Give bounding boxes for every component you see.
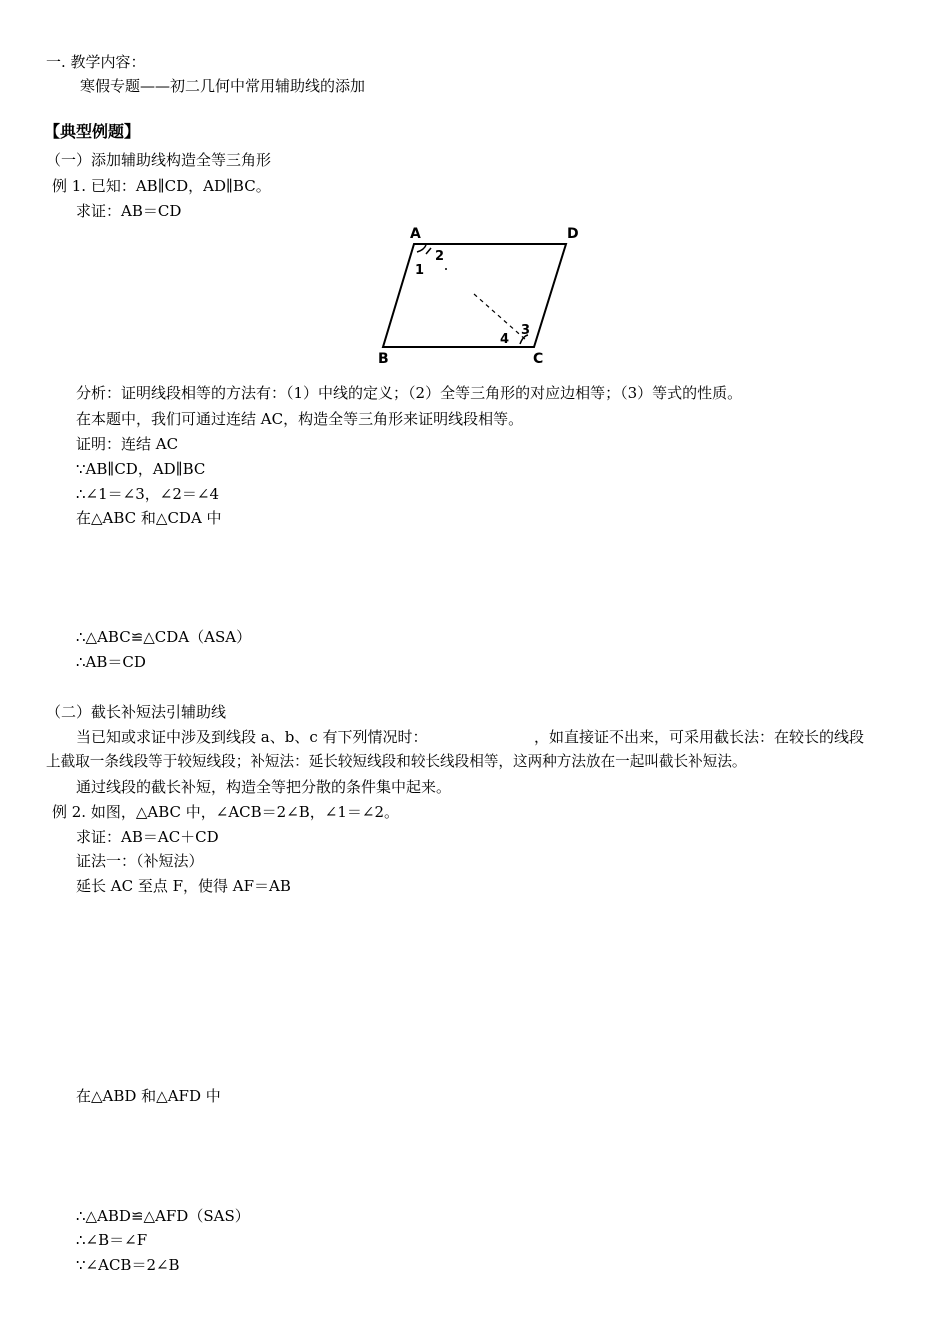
angle-label-3: 3: [521, 323, 531, 338]
vertex-c: C: [533, 351, 544, 367]
vertex-b: B: [378, 351, 389, 367]
proof-conclusion: ∴AB＝CD: [76, 653, 146, 671]
examples-heading: 【典型例题】: [44, 122, 141, 141]
section-heading: 一. 教学内容：: [46, 53, 146, 71]
parallelogram-figure: [370, 222, 590, 367]
proof-therefore-1: ∴∠1＝∠3，∠2＝∠4: [76, 485, 219, 503]
angle-label-2: 2: [435, 249, 445, 264]
vertex-d: D: [567, 226, 579, 242]
analysis-text: 分析：证明线段相等的方法有：（1）中线的定义；（2）全等三角形的对应边相等；（3）等式的性质。: [76, 384, 743, 402]
part2-heading: （二）截长补短法引辅助线: [46, 703, 227, 721]
example1-prove: 求证：AB＝CD: [76, 202, 182, 220]
example2-prove: 求证：AB＝AC＋CD: [76, 828, 219, 846]
angle-label-4: 4: [500, 332, 510, 347]
angle-mark-a2: [426, 248, 431, 254]
vertex-a: A: [410, 226, 421, 242]
part1-heading: （一）添加辅助线构造全等三角形: [46, 151, 272, 169]
angle-label-1: 1: [415, 263, 425, 278]
diagonal-dot: [445, 268, 447, 270]
proof-in-triangles: 在△ABC 和△CDA 中: [76, 509, 222, 527]
method1-label: 证法一：（补短法）: [76, 852, 204, 870]
lesson-subtitle: 寒假专题——初二几何中常用辅助线的添加: [80, 77, 366, 95]
part2-para2: 通过线段的截长补短，构造全等把分散的条件集中起来。: [76, 778, 452, 796]
proof-congruent: ∴△ABC≌△CDA（ASA）: [76, 628, 252, 646]
angle-mark-a: [417, 245, 426, 252]
proof-start: 证明：连结 AC: [76, 435, 179, 453]
part2-para1-c: 上截取一条线段等于较短线段；补短法：延长较短线段和较长线段相等，这两种方法放在一起叫截长补短法。: [46, 753, 747, 770]
example1-given: 例 1. 已知：AB∥CD，AD∥BC。: [52, 177, 271, 195]
part2-para1-b: ，如直接证不出来，可采用截长法：在较长的线段: [534, 728, 865, 746]
proof2-angle-eq: ∴∠B＝∠F: [76, 1231, 148, 1249]
parallelogram-abcd: [383, 244, 566, 347]
analysis-text-2: 在本题中，我们可通过连结 AC，构造全等三角形来证明线段相等。: [76, 410, 524, 428]
proof2-because: ∵∠ACB＝2∠B: [76, 1256, 180, 1274]
proof2-in-triangles: 在△ABD 和△AFD 中: [76, 1087, 221, 1105]
part2-para1-a: 当已知或求证中涉及到线段 a、b、c 有下列情况时：: [76, 728, 428, 746]
example2-given: 例 2. 如图，△ABC 中，∠ACB＝2∠B，∠1＝∠2。: [52, 803, 400, 821]
extend-step: 延长 AC 至点 F，使得 AF＝AB: [76, 877, 291, 895]
proof2-congruent: ∴△ABD≌△AFD（SAS）: [76, 1207, 250, 1225]
proof-because-1: ∵AB∥CD，AD∥BC: [76, 460, 206, 478]
